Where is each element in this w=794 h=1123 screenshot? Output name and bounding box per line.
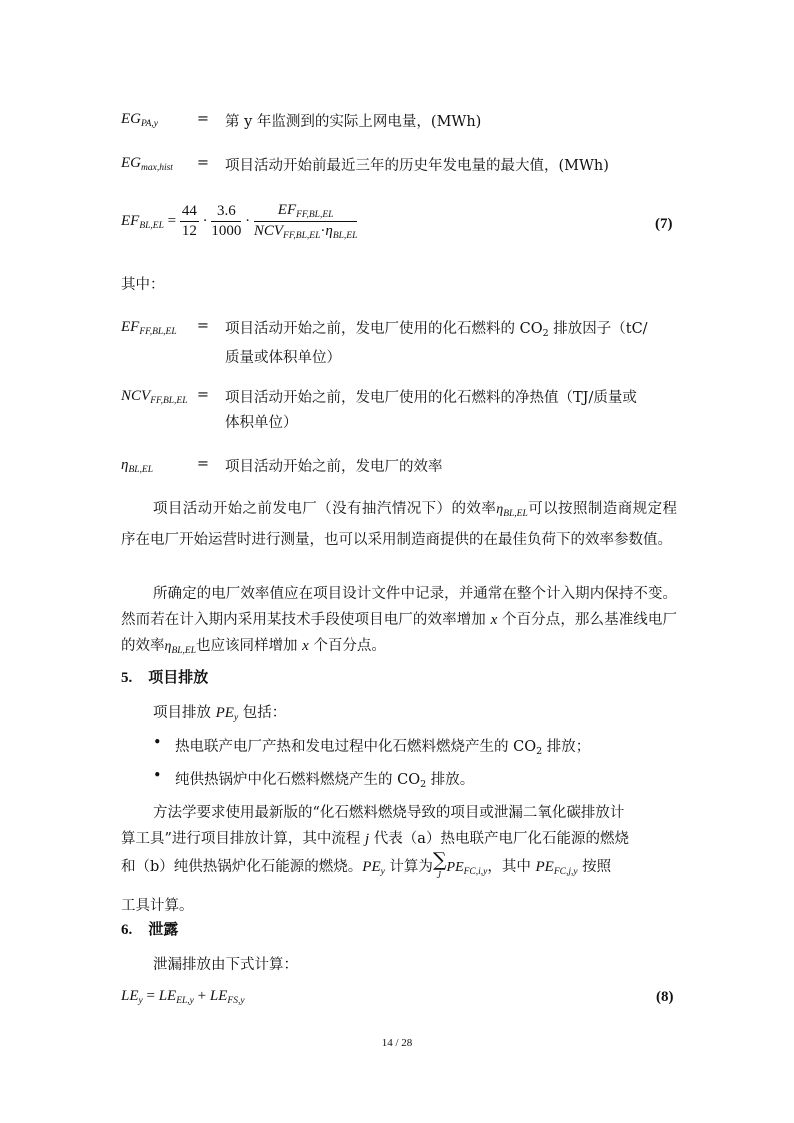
term1-subscript: EL,y xyxy=(176,996,194,1006)
definition-text xyxy=(225,317,675,371)
line3-text-b: 计算为 xyxy=(384,859,433,875)
equals-sign: = xyxy=(196,111,210,127)
pe-base: PE xyxy=(362,859,381,875)
symbol-subscript: FF,BL,EL xyxy=(150,396,188,406)
symbol-subscript: PA,y xyxy=(141,119,158,129)
sigma: ∑ xyxy=(432,849,447,871)
eq8-lhs xyxy=(121,988,143,1004)
section-6-heading xyxy=(121,918,178,939)
definition-text xyxy=(225,386,675,436)
equals-sign: = xyxy=(196,387,210,403)
eta-symbol xyxy=(165,639,197,654)
equals-sign: = xyxy=(196,155,210,171)
term2-subscript: FS,y xyxy=(227,996,245,1006)
paragraph-efficiency-record xyxy=(121,581,677,664)
leakage-intro: 泄漏排放由下式计算： xyxy=(153,957,298,973)
para1-text-b: 可以按照制造商规定程序在电厂开始运营时进行测量，也可以采用制造商提供的在最佳负荷下的效率参数值。 xyxy=(121,501,678,548)
fraction-44-12 xyxy=(180,203,199,240)
para1-text-a: 项目活动开始之前发电厂（没有抽汽情况下）的效率 xyxy=(153,501,497,517)
eq7-equals: = xyxy=(167,213,177,229)
sum-term-base: PE xyxy=(446,860,464,875)
term1-base: LE xyxy=(158,988,177,1004)
definition-text: 项目活动开始前最近三年的历史年发电量的最大值，(MWh) xyxy=(225,158,609,174)
section-5-heading xyxy=(121,666,208,687)
line1-text: 项目活动开始之前，发电厂的效率 xyxy=(225,459,443,475)
pe-subscript: FC,j,y xyxy=(553,867,578,877)
num-base: EF xyxy=(277,202,297,218)
numerator: 3.6 xyxy=(211,203,241,222)
bullet-text xyxy=(175,735,590,757)
bullet-text xyxy=(175,768,474,790)
page-number: 14 / 28 xyxy=(381,1037,413,1049)
equation-8 xyxy=(121,988,245,1006)
equation-7-number: (7) xyxy=(655,216,673,232)
pe-subscript: y xyxy=(380,867,385,877)
eta-symbol xyxy=(496,502,528,517)
bullet-dot: • xyxy=(153,768,162,784)
den-b-subscript: BL,EL xyxy=(332,231,358,241)
section-title: 项目排放 xyxy=(148,668,209,686)
line2-text: 体积单位） xyxy=(225,415,298,431)
pe-subscript: y xyxy=(233,713,239,723)
summation-symbol xyxy=(432,849,447,881)
line2-text-a: 算工具”进行项目排放计算，其中流程 xyxy=(121,831,366,847)
paragraph-efficiency-measurement xyxy=(121,496,677,553)
bullet-subscript: 2 xyxy=(420,779,427,790)
line1-subscript: 2 xyxy=(542,328,549,339)
den-b-base: η xyxy=(325,223,333,239)
equals-sign: = xyxy=(196,318,210,334)
project-emissions-intro xyxy=(153,701,286,723)
para-line-2 xyxy=(121,826,681,852)
eta-subscript: BL,EL xyxy=(171,646,197,656)
denominator xyxy=(254,222,358,241)
symbol-base: EG xyxy=(121,111,141,127)
para2-text-c: 也应该同样增加 xyxy=(196,638,303,654)
denominator: 1000 xyxy=(211,223,242,239)
pe-fc-j-y-symbol xyxy=(535,859,577,875)
definition-eg-pa-y xyxy=(121,111,681,135)
symbol-base: NCV xyxy=(121,388,151,404)
bullet-text-a: 热电联产电厂产热和发电过程中化石燃料燃烧产生的 CO xyxy=(175,739,537,755)
eq7-lhs xyxy=(121,213,164,231)
fraction-3-6-1000 xyxy=(211,203,241,240)
para2-text-b: 个百分点，那么基准线电厂的效率 xyxy=(121,612,677,654)
symbol-eg-max-hist xyxy=(121,155,201,173)
sum-term xyxy=(447,860,488,875)
para2-text-d: 个百分点。 xyxy=(308,638,386,654)
term2-base: LE xyxy=(209,988,228,1004)
denominator: 12 xyxy=(181,223,197,239)
bullet-subscript: 2 xyxy=(536,746,543,757)
x-variable: x xyxy=(302,638,309,654)
num-subscript: FF,BL,EL xyxy=(296,210,334,220)
multiply-dot: · xyxy=(320,223,326,239)
symbol-base: EF xyxy=(121,319,140,335)
plus-sign: + xyxy=(197,988,207,1004)
symbol-base: EG xyxy=(121,155,141,171)
symbol-subscript: BL,EL xyxy=(128,465,154,475)
lhs-subscript: BL,EL xyxy=(139,220,164,231)
eta-base: η xyxy=(496,502,504,517)
numerator: 44 xyxy=(180,203,199,222)
line3-text-a: 和（b）纯供热锅炉化石能源的燃烧。 xyxy=(121,859,363,875)
symbol-ncv-ff-bl-el xyxy=(121,388,201,406)
definition-eta-bl-el xyxy=(121,456,681,482)
intro-text-a: 项目排放 xyxy=(153,705,216,721)
definition-eg-max-hist xyxy=(121,155,681,179)
line1-end: 排放因子（tC/ xyxy=(548,321,648,337)
where-label: 其中： xyxy=(121,277,165,293)
sum-index: j xyxy=(438,869,442,879)
symbol-base: η xyxy=(121,457,129,473)
line2-text-b: 代表（a）热电联产电厂化石能源的燃烧 xyxy=(369,831,629,847)
lhs-subscript: y xyxy=(138,996,143,1006)
x-variable: x xyxy=(490,612,498,628)
den-a-base: NCV xyxy=(253,223,284,239)
eta-base: η xyxy=(164,639,172,654)
line3-text-c: ，其中 xyxy=(487,859,536,875)
numerator xyxy=(254,202,358,222)
equation-7 xyxy=(121,202,681,252)
para-line-1: 方法学要求使用最新版的“化石燃料燃烧导致的项目或泄漏二氧化碳排放计 xyxy=(153,805,625,821)
pe-y-symbol xyxy=(362,859,385,875)
para-line-4: 工具计算。 xyxy=(121,898,194,914)
symbol-subscript: FF,BL,EL xyxy=(139,327,177,337)
bullet-dot: • xyxy=(153,735,162,751)
section-number: 5. xyxy=(121,670,133,686)
den-a-subscript: FF,BL,EL xyxy=(283,231,321,241)
lhs-base: LE xyxy=(121,988,139,1004)
paragraph-project-emission-tool xyxy=(121,800,681,919)
definition-ef-ff-bl-el xyxy=(121,318,681,370)
lhs-base: EF xyxy=(121,212,140,229)
symbol-subscript: max,hist xyxy=(141,163,173,173)
multiply-dot: · xyxy=(202,213,208,229)
line1-text: 项目活动开始之前，发电厂使用的化石燃料的净热值（TJ/质量或 xyxy=(225,390,637,406)
intro-text-b: 包括： xyxy=(238,705,287,721)
eq8-equals: = xyxy=(146,988,155,1004)
pe-base: PE xyxy=(215,705,234,721)
symbol-ef-ff-bl-el xyxy=(121,319,201,337)
bullet-text-a: 纯供热锅炉中化石燃料燃烧产生的 CO xyxy=(175,772,421,788)
fraction-ef-over-ncv-eta xyxy=(254,202,358,241)
equation-8-number: (8) xyxy=(656,989,674,1005)
j-variable: j xyxy=(365,831,370,847)
eq8-term1 xyxy=(159,988,194,1004)
pe-base: PE xyxy=(535,859,554,875)
definition-text: 第 y 年监测到的实际上网电量，(MWh) xyxy=(225,114,482,130)
symbol-eg-pa-y xyxy=(121,111,201,129)
bullet-text-b: 排放； xyxy=(542,739,591,755)
line3-text-d: 按照 xyxy=(577,859,612,875)
definition-ncv-ff-bl-el xyxy=(121,387,681,439)
equals-sign: = xyxy=(196,456,210,472)
bullet-text-b: 排放。 xyxy=(426,772,475,788)
multiply-dot: · xyxy=(245,213,251,229)
para2-text-a: 所确定的电厂效率值应在项目设计文件中记录，并通常在整个计入期内保持不变。然而若在计入期内采用某技术手段使项目电厂的效率增加 xyxy=(121,586,677,628)
line1-text: 项目活动开始之前，发电厂使用的化石燃料的 CO xyxy=(225,321,543,337)
section-number: 6. xyxy=(121,922,133,938)
symbol-eta-bl-el xyxy=(121,457,201,475)
eq8-term2 xyxy=(210,988,245,1004)
pe-y-symbol xyxy=(216,705,239,721)
eta-subscript: BL,EL xyxy=(503,509,528,519)
definition-text xyxy=(225,455,675,480)
para-line-3 xyxy=(121,849,681,887)
section-title: 泄露 xyxy=(148,920,179,938)
sum-term-subscript: FC,i,y xyxy=(463,867,488,877)
line2-text: 质量或体积单位） xyxy=(225,350,341,366)
